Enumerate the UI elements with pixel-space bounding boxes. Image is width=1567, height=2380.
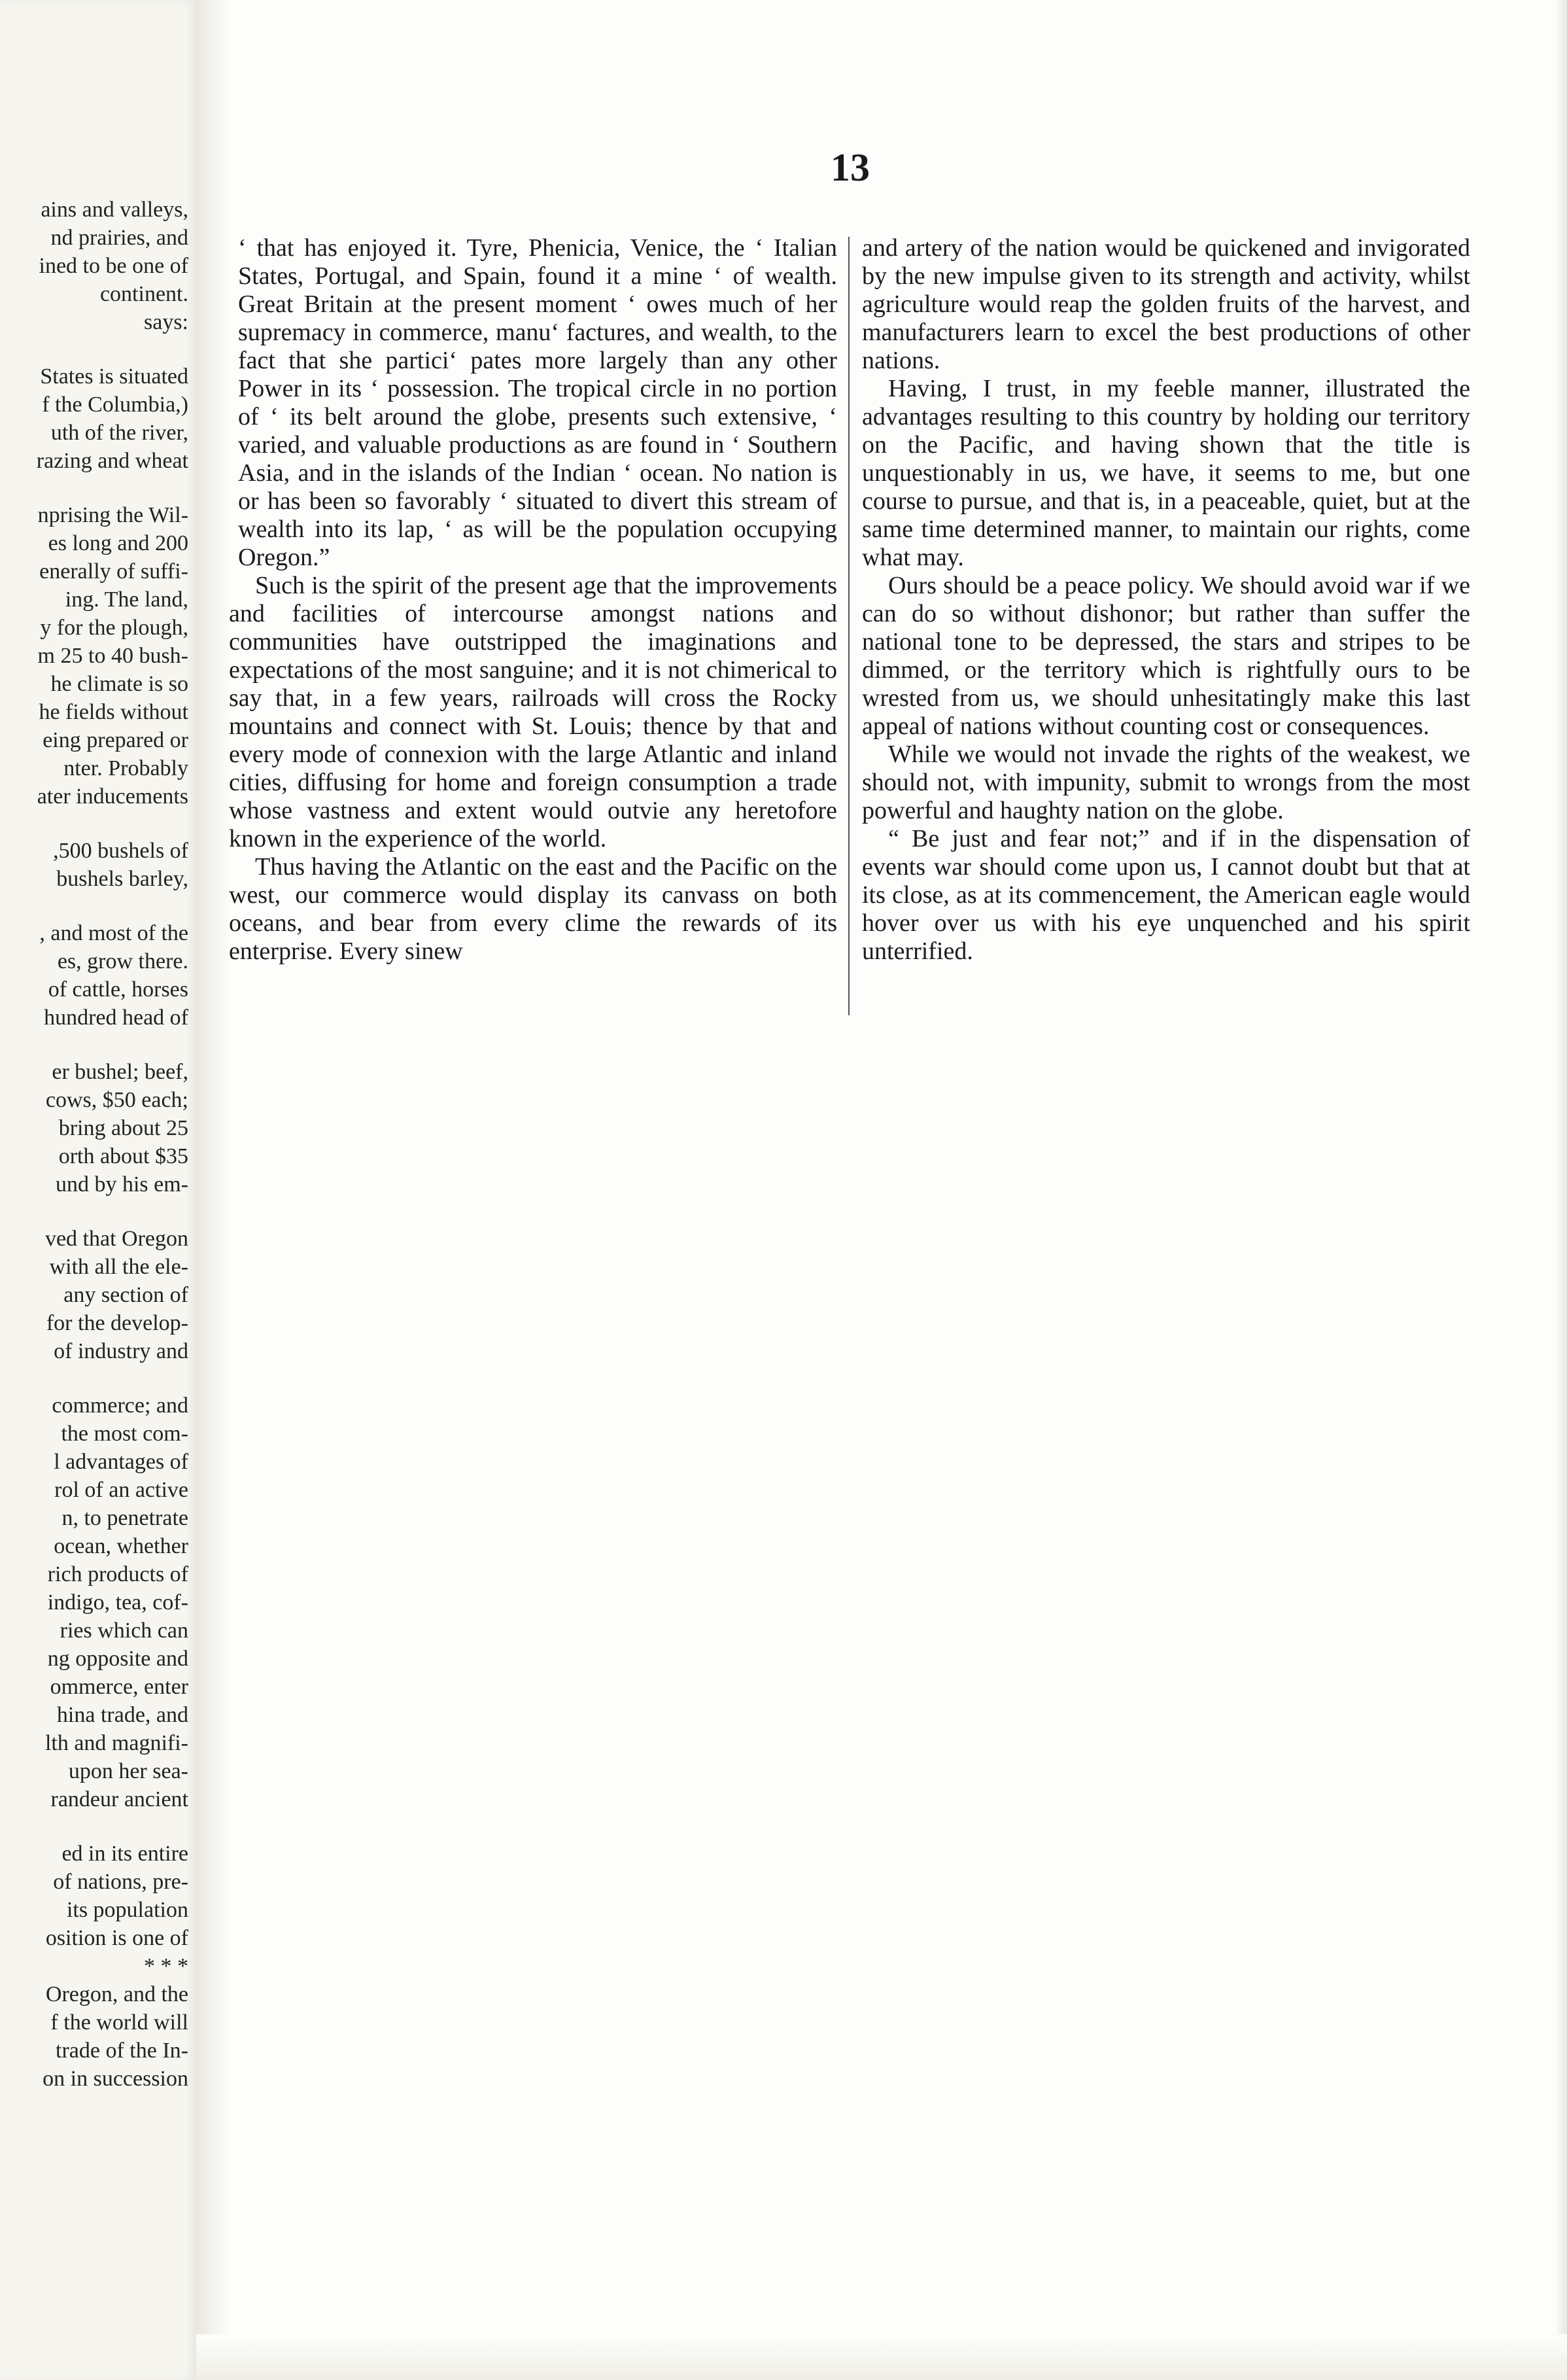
facing-page-line: nd prairies, and: [50, 226, 188, 250]
book-gutter: [196, 0, 232, 2380]
facing-page-line: says:: [144, 310, 188, 334]
facing-page-line: * * *: [144, 1954, 188, 1978]
facing-page-line: bushels barley,: [56, 867, 188, 891]
facing-page-line: ing. The land,: [65, 587, 188, 612]
paragraph: Having, I trust, in my feeble manner, illustrated the advantages resulting to this country by holding our territory on the Pacific, and having shown that the title is unquestionably in us, we have, it seems to me, but one course to pursue, and that is, in a peaceable, quiet, but at the same time determined manner, to maintain our rights, come what may.: [862, 375, 1470, 571]
facing-page-line: ommerce, enter: [50, 1675, 188, 1699]
line-gap: [0, 1199, 188, 1225]
facing-page-line: cows, $50 each;: [45, 1088, 188, 1112]
page-bottom-shadow: [196, 2334, 1567, 2380]
facing-page-line: indigo, tea, cof-: [47, 1590, 188, 1615]
facing-page-line: Oregon, and the: [45, 1982, 188, 2006]
facing-page-line: uth of the river,: [50, 421, 188, 445]
paragraph: Thus having the Atlantic on the east and the Pacific on the west, our commerce would display its canvass on both oceans, and bear from every clime the rewards of its enterprise. Every sinew: [229, 853, 837, 965]
facing-page-line: he fields without: [39, 700, 188, 724]
facing-page-line: he climate is so: [50, 672, 188, 696]
facing-page-line: on in succession: [43, 2067, 188, 2091]
facing-page-line: hundred head of: [44, 1006, 188, 1030]
line-gap: [0, 476, 188, 502]
facing-page-line: rich products of: [47, 1562, 188, 1586]
facing-page-line: osition is one of: [45, 1926, 188, 1950]
facing-page-line: orth about $35: [58, 1144, 188, 1168]
paragraph: Ours should be a peace policy. We should avoid war if we can do so without dishonor; but rather than suffer the national tone to be depressed, the stars and stripes to be dimmed, or the territory which is rightfully ours to be wrested from us, we should unhesitatingly make this last appeal of nations without counting cost or consequences.: [862, 572, 1470, 740]
paragraph: “ Be just and fear not;” and if in the dispensation of events war should come upon us, I cannot doubt but that at its close, as at its commencement, the American eagle would hover over us with his eye unquenched and his spirit unterrified.: [862, 825, 1470, 965]
line-gap: [0, 1032, 188, 1059]
line-gap: [0, 1366, 188, 1392]
facing-page-line: ains and valleys,: [41, 198, 188, 222]
facing-page-line: commerce; and: [52, 1393, 188, 1418]
facing-page-line: hina trade, and: [56, 1703, 188, 1727]
facing-page-line: trade of the In-: [56, 2039, 188, 2063]
facing-page-line: with all the ele-: [49, 1255, 188, 1279]
facing-page-line: ved that Oregon: [44, 1227, 188, 1251]
facing-page-line: ng opposite and: [47, 1647, 188, 1671]
facing-page-line: ater inducements: [37, 784, 188, 809]
text-column-right: [862, 234, 1470, 966]
facing-page-line: enerally of suffi-: [39, 559, 188, 584]
facing-page-line: l advantages of: [54, 1450, 188, 1474]
facing-page-line: its population: [66, 1898, 188, 1922]
facing-page-line: f the Columbia,): [42, 393, 188, 417]
facing-page-line: razing and wheat: [36, 449, 188, 473]
facing-page-line: y for the plough,: [40, 616, 188, 640]
facing-page-line: ined to be one of: [39, 254, 188, 278]
facing-page-line: ries which can: [60, 1619, 188, 1643]
facing-page-line: ocean, whether: [54, 1534, 188, 1558]
facing-page-line: randeur ancient: [50, 1787, 188, 1811]
facing-page-line: ,500 bushels of: [53, 839, 188, 863]
facing-page-line: continent.: [99, 282, 188, 306]
line-gap: [0, 1814, 188, 1840]
quoted-paragraph: ‘ that has enjoyed it. Tyre, Phenicia, Venice, the ‘ Italian States, Portugal, and Spain, found it a mine ‘ of wealth. Great Britain at the present moment ‘ owes much of her supremacy in commerce, manu‘ factures, and wealth, to the fact that she partici‘ pates more largely than any other Power in its ‘ possession. The tropical circle in no portion of ‘ its belt around the globe, presents such extensive, ‘ varied, and valuable productions as are found in ‘ Southern Asia, and in the islands of the Indian ‘ ocean. No nation is or has been so favorably ‘ situated to divert this stream of wealth into its lap, ‘ as will be the population occupying Oregon.”: [238, 234, 837, 571]
facing-page-line: es, grow there.: [57, 949, 188, 973]
paragraph: and artery of the nation would be quickened and invigorated by the new impulse given to its strength and activity, whilst agriculture would reap the golden fruits of the harvest, and manufacturers learn to excel the best productions of other nations.: [862, 234, 1470, 374]
facing-page-line: n, to penetrate: [61, 1506, 188, 1530]
facing-page-line: of industry and: [54, 1339, 188, 1363]
facing-page-line: m 25 to 40 bush-: [37, 644, 188, 668]
facing-page-line: rol of an active: [54, 1478, 188, 1502]
facing-page-line: upon her sea-: [68, 1759, 188, 1783]
facing-page-line: es long and 200: [48, 531, 188, 555]
page-number: 13: [831, 146, 870, 189]
facing-page-line: und by his em-: [55, 1172, 188, 1197]
facing-page-line: nter. Probably: [63, 756, 188, 780]
paragraph: While we would not invade the rights of the weakest, we should not, with impunity, submit to wrongs from the most powerful and haughty nation on the globe.: [862, 741, 1470, 824]
line-gap: [0, 337, 188, 363]
line-gap: [0, 894, 188, 920]
text-column-left: [229, 234, 837, 966]
facing-page-line: of cattle, horses: [48, 977, 188, 1002]
facing-page-line: for the develop-: [46, 1311, 188, 1335]
column-divider: [848, 237, 850, 1015]
facing-page-line: eing prepared or: [43, 728, 188, 752]
facing-page-line: nprising the Wil-: [37, 503, 188, 527]
facing-page-line: any section of: [63, 1283, 188, 1307]
facing-page-line: lth and magnifi-: [44, 1731, 188, 1755]
facing-page-line: , and most of the: [39, 921, 188, 945]
facing-page-line: bring about 25: [58, 1116, 188, 1140]
facing-page-line: the most com-: [61, 1422, 188, 1446]
paragraph: Such is the spirit of the present age that the improvements and facilities of intercourse amongst nations and communities have outstripped the imaginations and expectations of the most sanguine; and it is not chimerical to say that, in a few years, railroads will cross the Rocky mountains and connect with St. Louis; thence by that and every mode of connexion with the large Atlantic and inland cities, diffusing for home and foreign consumption a trade whose vastness and extent would outvie any heretofore known in the experience of the world.: [229, 572, 837, 852]
facing-page-line: of nations, pre-: [53, 1870, 188, 1894]
facing-page-text: [0, 196, 188, 2093]
facing-page-line: ed in its entire: [61, 1842, 188, 1866]
page-edge-shadow: [1555, 0, 1567, 2380]
facing-page-fragment: [0, 0, 198, 2380]
facing-page-line: er bushel; beef,: [52, 1060, 188, 1084]
facing-page-line: States is situated: [40, 364, 188, 389]
facing-page-line: f the world will: [50, 2010, 188, 2035]
line-gap: [0, 811, 188, 837]
